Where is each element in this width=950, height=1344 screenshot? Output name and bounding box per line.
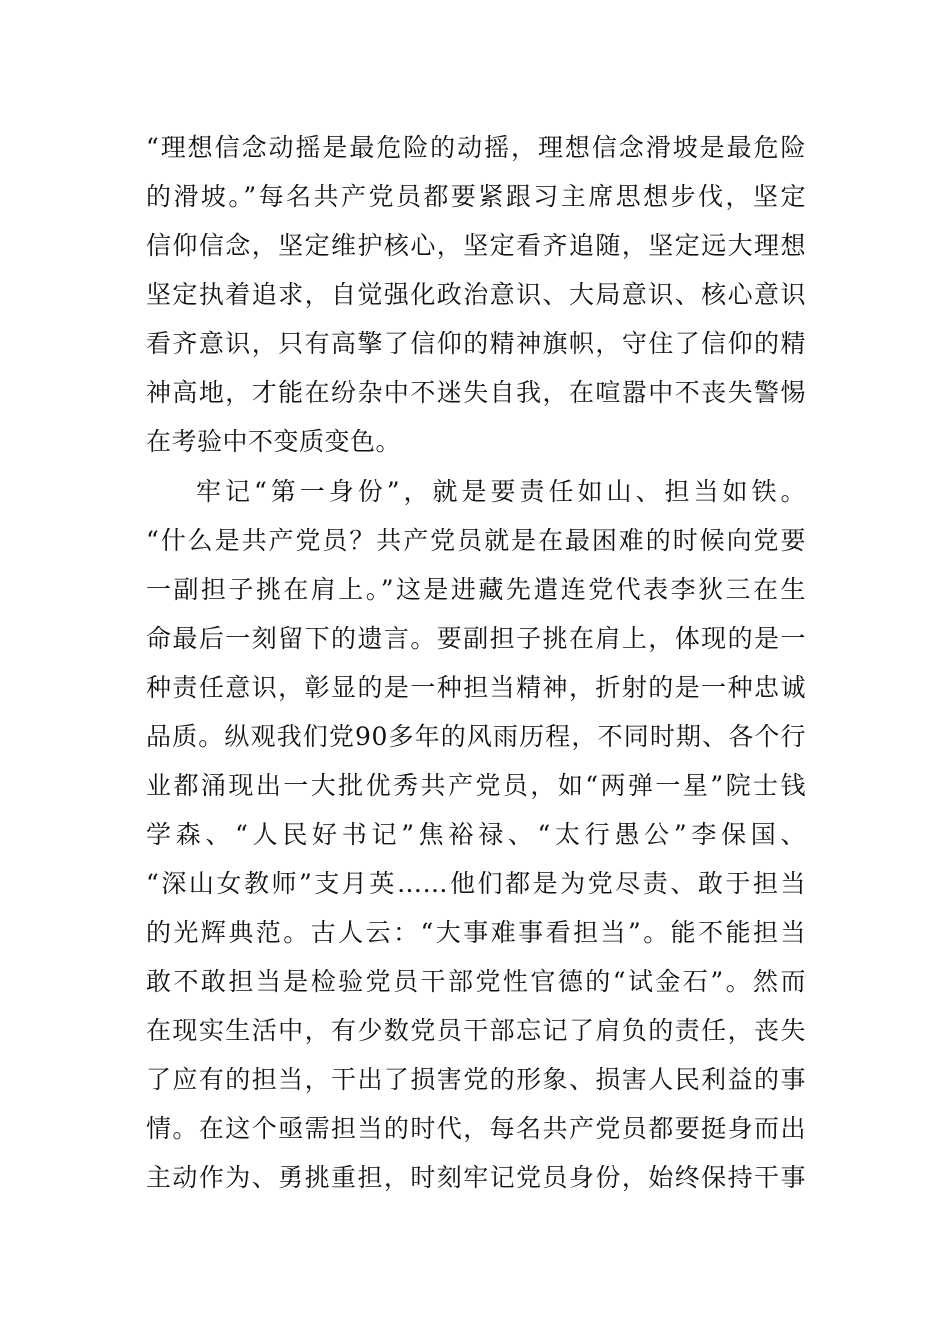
paragraph-first-line: 牢记“第一身份”，就是要责任如山、担当如铁。 — [196, 477, 806, 506]
text-line: 学森、“人民好书记”焦裕禄、“太行愚公”李保国、 — [146, 820, 806, 849]
text-line: 业都涌现出一大批优秀共产党员，如“两弹一星”院士钱 — [146, 771, 806, 800]
text-line: 的光辉典范。古人云：“大事难事看担当”。能不能担当 — [146, 918, 806, 947]
text-line: 命最后一刻留下的遗言。要副担子挑在肩上，体现的是一 — [146, 624, 806, 653]
text-line: 敢不敢担当是检验党员干部党性官德的“试金石”。然而 — [146, 967, 806, 996]
text-line: “深山女教师”支月英……他们都是为党尽责、敢于担当 — [146, 869, 806, 898]
paragraph-end-line: 在考验中不变质变色。 — [146, 427, 402, 456]
text-line: 在现实生活中，有少数党员干部忘记了肩负的责任，丧失 — [146, 1016, 806, 1045]
text-line: 种责任意识，彰显的是一种担当精神，折射的是一种忠诚 — [146, 673, 806, 702]
text-line: 了应有的担当，干出了损害党的形象、损害人民利益的事 — [146, 1065, 806, 1094]
text-line: 的滑坡。”每名共产党员都要紧跟习主席思想步伐，坚定 — [146, 182, 806, 211]
text-line: 坚定执着追求，自觉强化政治意识、大局意识、核心意识 — [146, 280, 806, 309]
text-line: “理想信念动摇是最危险的动摇，理想信念滑坡是最危险 — [146, 133, 806, 162]
text-line: 主动作为、勇挑重担，时刻牢记党员身份，始终保持干事 — [146, 1163, 806, 1192]
text-line: “什么是共产党员？共产党员就是在最困难的时候向党要 — [146, 526, 806, 555]
text-line: 情。在这个亟需担当的时代，每名共产党员都要挺身而出 — [146, 1114, 806, 1143]
text-line: 品质。纵观我们党90多年的风雨历程，不同时期、各个行 — [146, 722, 806, 751]
text-line: 一副担子挑在肩上。”这是进藏先遣连党代表李狄三在生 — [146, 575, 806, 604]
text-line: 信仰信念，坚定维护核心，坚定看齐追随，坚定远大理想 — [146, 231, 806, 260]
text-line: 神高地，才能在纷杂中不迷失自我，在喧嚣中不丧失警惕 — [146, 378, 806, 407]
text-line: 看齐意识，只有高擎了信仰的精神旗帜，守住了信仰的精 — [146, 329, 806, 358]
